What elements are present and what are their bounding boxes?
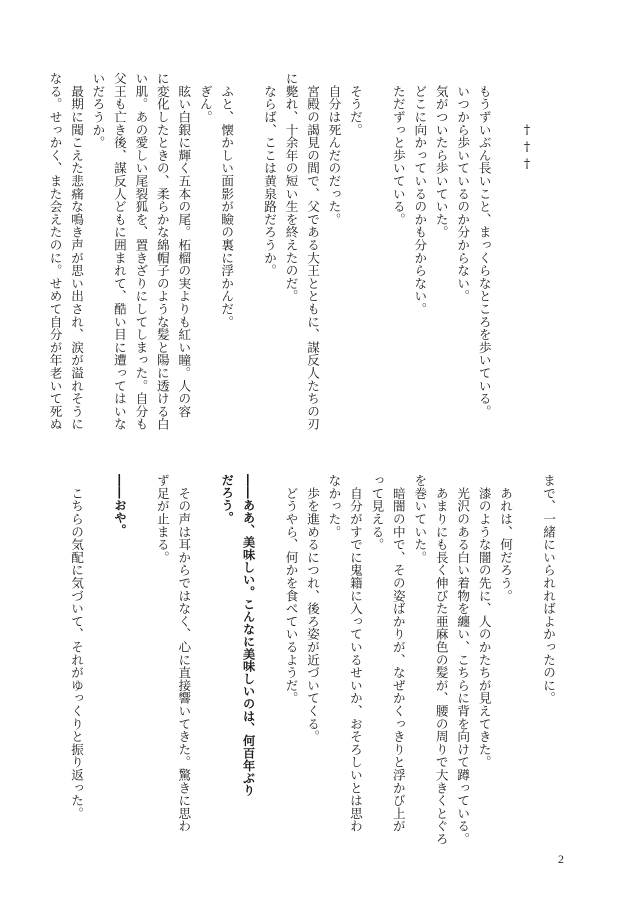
text-line: 漆のような闇の先に、人のかたちが見えてきた。 [476,474,492,769]
text-line: 父王も亡き後、謀反人どもに囲まれて、酷い目に遭ってはいな [111,72,127,431]
text-line: その声は耳からではなく、心に直接響いてきた。驚きに思わ [176,474,192,833]
text-line: ――ああ、美味しい。こんなに美味しいのは、何百年ぶり [241,474,256,797]
text-line: もうずいぶん長いこと、まっくらなところを歩いている。 [476,72,492,418]
text-line: そうだ。 [347,72,363,136]
text-line: ――おや。 [112,474,127,536]
text-line: なかった。 [326,474,342,538]
text-line: いだろうか。 [90,72,106,149]
blank-line [259,474,280,822]
blank-line [366,72,387,462]
page-number: 2 [558,852,564,866]
text-line: 気がついたら歩いていた。 [433,72,449,239]
text-line: あれは、何だろう。 [498,474,514,602]
text-line: ぎん。 [197,72,213,124]
text-line: ふと、懐かしい面影が瞼の裏に浮かんだ。 [219,72,235,328]
blank-line [130,474,151,822]
blank-line [237,72,258,462]
text-line: ただずっと歩いている。 [390,72,406,226]
text-line: って見える。 [369,474,385,551]
text-line: どこに向かっているのかも分からない。 [412,72,428,316]
blank-line [194,474,215,822]
text-line: ならば、ここは黄泉路だろうか。 [262,72,278,277]
text-line: 光沢のある白い着物を纏い、こちらに背を向けて蹲っている。 [455,474,471,846]
text-line: 暗闇の中で、その姿ばかりが、なぜかくっきりと浮かび上が [390,474,406,833]
text-line: 自分がすでに鬼籍に入っているせいか、おそろしいとは思わ [347,474,363,833]
text-line: い肌。あの愛しい尾裂狐を、置きざりにしてしまった。自分も [133,72,149,431]
text-line: 眩い白銀に輝く五本の尾。柘榴の実よりも紅い瞳。人の容 [176,72,192,418]
blank-line [516,474,537,822]
text-line: 最期に聞こえた悲痛な鳴き声が思い出され、涙が溢れそうに [69,72,85,431]
blank-line [538,72,559,462]
text-line: 歩を進めるにつれ、後ろ姿が近づいてくる。 [305,474,321,743]
text-line: に斃れ、十余年の短い生を終えたのだ。 [283,72,299,303]
upper-text-block [47,72,559,462]
text-line: を巻いていた。 [412,474,428,564]
text-line: 宮殿の謁見の間で、父である大王とともに、謀反人たちの刃 [305,72,321,431]
text-line: ず足が止まる。 [154,474,170,564]
blank-line [87,474,108,822]
text-line: こちらの気配に気づいて、それがゆっくりと振り返った。 [69,474,85,820]
text-line: 自分は死んだのだった。 [326,72,342,226]
text-line: に変化したときの、柔らかな綿帽子のような髪と陽に透ける白 [154,72,170,431]
blank-line [495,72,516,462]
text-line: まで、一緒にいられればよかったのに。 [541,474,556,705]
text-line: どうやら、何かを食べているようだ。 [283,474,299,705]
lower-text-block [69,474,559,846]
text-line: なる。せっかく、また会えたのに。せめて自分が年老いて死ぬ [47,72,63,431]
text-line: いつから歩いているのか分からない。 [455,72,471,303]
text-line: あまりにも長く伸びた亜麻色の髪が、腰の周りで大きくとぐろ [433,474,449,846]
section-break-mark: ††† [519,122,535,174]
text-line: だろう。 [220,474,235,524]
